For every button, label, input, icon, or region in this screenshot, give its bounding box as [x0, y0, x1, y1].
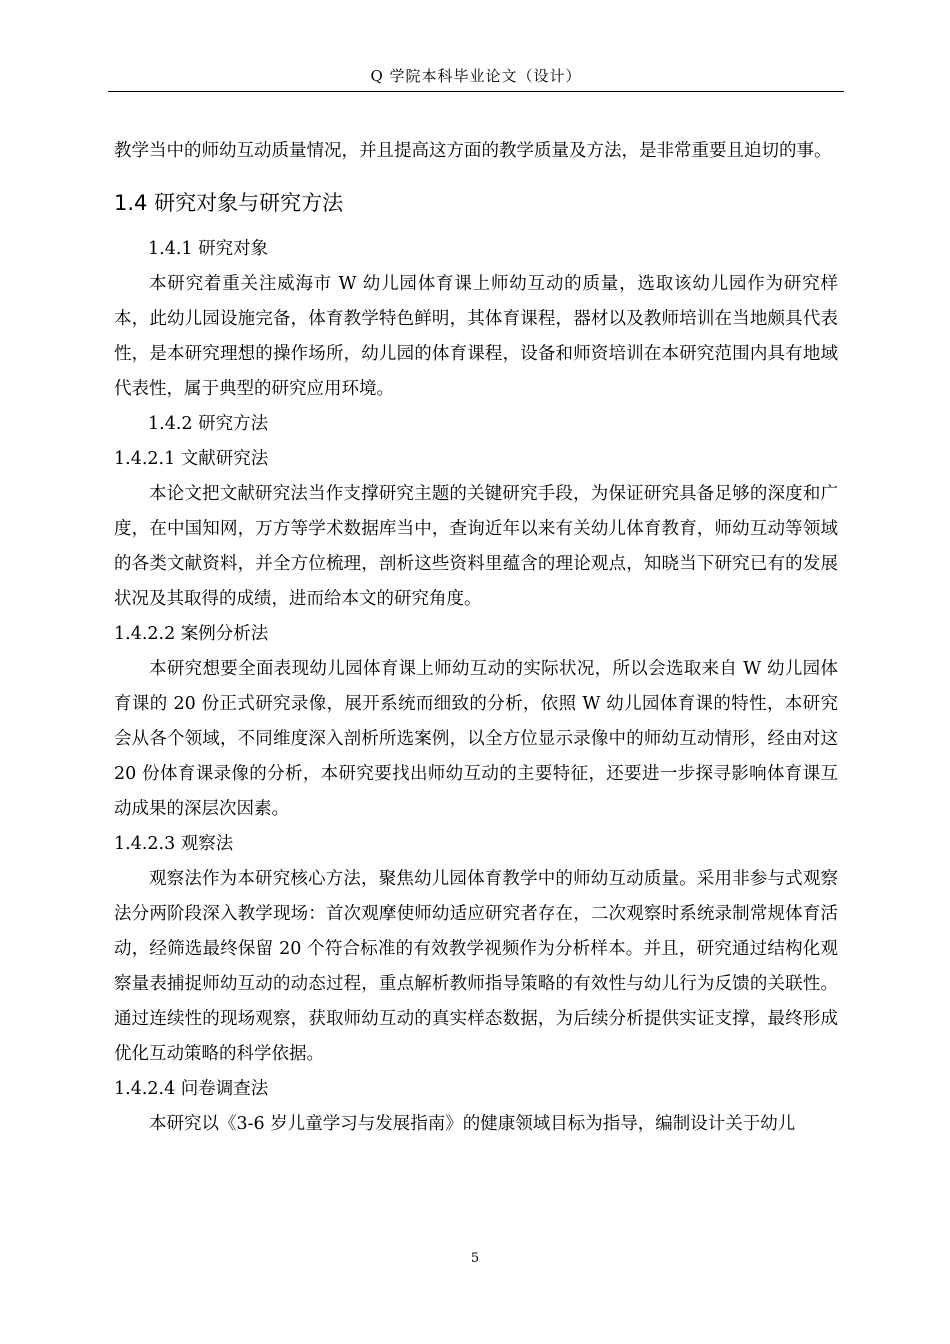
- page-number: 5: [470, 1251, 480, 1266]
- subsubsection-heading-1-4-2-1: 1.4.2.1 文献研究法: [114, 449, 269, 469]
- paragraph-observation-method: 观察法作为本研究核心方法，聚焦幼儿园体育教学中的师幼互动质量。采用非参与式观察法分两阶段深入教学现场：首次观摩使师幼适应研究者存在，二次观察时系统录制常规体育活动，经筛选最终保留 20 个符合标准的有效教学视频作为分析样本。并且，研究通过结构化观察量表捕捉师幼互动的动态过程，重点解析教师指导策略的有效性与幼儿行为反馈的关联性。通过连续性的现场观察，获取师幼互动的真实样态数据，为后续分析提供实证支撑，最终形成优化互动策略的科学依据。: [114, 869, 838, 1064]
- paragraph-questionnaire-method: 本研究以《3-6 岁儿童学习与发展指南》的健康领域目标为指导，编制设计关于幼儿: [149, 1114, 796, 1134]
- paragraph-intro: 教学当中的师幼互动质量情况，并且提高这方面的教学质量及方法，是非常重要且迫切的事。: [114, 141, 832, 161]
- header-divider: [108, 91, 844, 92]
- subsubsection-heading-1-4-2-2: 1.4.2.2 案例分析法: [114, 624, 269, 644]
- paragraph-case-analysis: 本研究想要全面表现幼儿园体育课上师幼互动的实际状况，所以会选取来自 W 幼儿园体育课的 20 份正式研究录像，展开系统而细致的分析，依照 W 幼儿园体育课的特性，本研究会从各个领域，不同维度深入剖析所选案例，以全方位显示录像中的师幼互动情形，经由对这 20 份体育课录像的分析，本研究要找出师幼互动的主要特征，还要进一步探寻影响体育课互动成果的深层次因素。: [114, 659, 838, 819]
- subsection-heading-1-4-2: 1.4.2 研究方法: [148, 414, 269, 434]
- paragraph-literature-method: 本论文把文献研究法当作支撑研究主题的关键研究手段，为保证研究具备足够的深度和广度，在中国知网，万方等学术数据库当中，查询近年以来有关幼儿体育教育，师幼互动等领域的各类文献资料，并全方位梳理，剖析这些资料里蕴含的理论观点，知晓当下研究已有的发展状况及其取得的成绩，进而给本文的研究角度。: [114, 484, 838, 609]
- subsection-heading-1-4-1: 1.4.1 研究对象: [148, 239, 269, 259]
- subsubsection-heading-1-4-2-4: 1.4.2.4 问卷调查法: [114, 1079, 269, 1099]
- page-header: Q 学院本科毕业论文（设计）: [370, 67, 582, 85]
- section-heading-1-4: 1.4 研究对象与研究方法: [114, 191, 344, 215]
- page-content: [114, 134, 838, 1142]
- paragraph-research-object: 本研究着重关注威海市 W 幼儿园体育课上师幼互动的质量，选取该幼儿园作为研究样本，此幼儿园设施完备，体育教学特色鲜明，其体育课程，器材以及教师培训在当地颇具代表性，是本研究理想的操作场所，幼儿园的体育课程，设备和师资培训在本研究范围内具有地域代表性，属于典型的研究应用环境。: [114, 274, 838, 399]
- subsubsection-heading-1-4-2-3: 1.4.2.3 观察法: [114, 834, 234, 854]
